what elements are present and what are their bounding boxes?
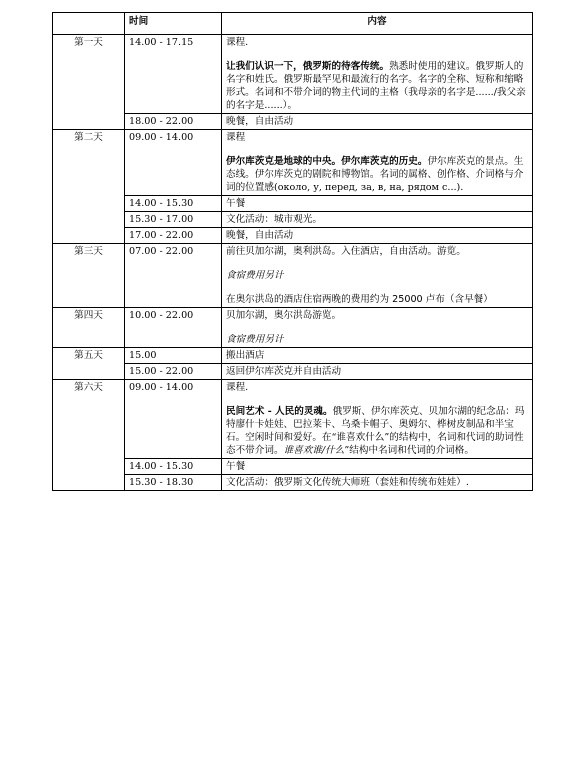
table-row bbox=[53, 228, 533, 244]
content-note: 食宿费用另计 bbox=[226, 334, 284, 345]
content-cell: 返回伊尔库茨克并自由活动 bbox=[222, 364, 533, 380]
content-bold: 让我们认识一下，俄罗斯的待客传统。 bbox=[226, 61, 390, 72]
content-bold: 伊尔库茨克是地球的中央。伊尔库茨克的历史。 bbox=[226, 156, 428, 167]
table-row bbox=[53, 459, 533, 475]
header-day bbox=[53, 13, 125, 35]
time-cell: 14.00 - 15.30 bbox=[125, 196, 222, 212]
time-cell: 15.00 - 22.00 bbox=[125, 364, 222, 380]
content-cell: 搬出酒店 bbox=[222, 348, 533, 364]
time-cell: 14.00 - 17.15 bbox=[125, 35, 222, 114]
content-text-end: ”结构中名词和代词的介词格。 bbox=[344, 445, 474, 456]
table-row bbox=[53, 244, 533, 308]
content-cell: 午餐 bbox=[222, 459, 533, 475]
content-paragraph bbox=[226, 405, 528, 457]
content-cell bbox=[222, 130, 533, 196]
content-cell: 文化活动：城市观光。 bbox=[222, 212, 533, 228]
content-text: 贝加尔湖，奥尔洪岛游览。 bbox=[226, 310, 342, 321]
time-cell: 15.30 - 17.00 bbox=[125, 212, 222, 228]
content-paragraph bbox=[226, 60, 528, 112]
time-cell: 09.00 - 14.00 bbox=[125, 380, 222, 459]
table-row bbox=[53, 475, 533, 491]
content-text: 俄罗斯、伊尔库茨克、贝加尔湖的纪念品：玛特廖什卡娃娃、巴拉莱卡、乌桑卡帽子、奥姆尔、桦树皮制品和半宝石。空闲时间和爱好。在“谁喜欢什么”的结构中，名词和代词的助词性态不带介词。 bbox=[226, 406, 525, 456]
day-label: 第三天 bbox=[53, 244, 125, 308]
table-row bbox=[53, 308, 533, 348]
schedule-table bbox=[52, 12, 533, 491]
day-label: 第六天 bbox=[53, 380, 125, 491]
table-row bbox=[53, 196, 533, 212]
content-cell bbox=[222, 244, 533, 308]
content-line: 课程 bbox=[226, 132, 246, 143]
content-cell: 午餐 bbox=[222, 196, 533, 212]
time-cell: 14.00 - 15.30 bbox=[125, 459, 222, 475]
content-line: 课程. bbox=[226, 37, 249, 48]
table-row bbox=[53, 35, 533, 114]
time-cell: 15.00 bbox=[125, 348, 222, 364]
content-extra: 在奥尔洪岛的酒店住宿两晚的费用约为 25000 卢布（含早餐） bbox=[226, 294, 493, 305]
day-label: 第二天 bbox=[53, 130, 125, 244]
time-cell: 09.00 - 14.00 bbox=[125, 130, 222, 196]
content-paragraph bbox=[226, 155, 528, 194]
table-row bbox=[53, 348, 533, 364]
table-header-row bbox=[53, 13, 533, 35]
table-row bbox=[53, 130, 533, 196]
content-cell: 晚餐，自由活动 bbox=[222, 228, 533, 244]
content-line: 课程. bbox=[226, 382, 249, 393]
table-row bbox=[53, 212, 533, 228]
content-text: 前往贝加尔湖，奥利洪岛。入住酒店，自由活动。游览。 bbox=[226, 246, 466, 257]
time-cell: 15.30 - 18.30 bbox=[125, 475, 222, 491]
header-content: 内容 bbox=[222, 13, 533, 35]
day-label: 第五天 bbox=[53, 348, 125, 380]
day-label: 第四天 bbox=[53, 308, 125, 348]
time-cell: 17.00 - 22.00 bbox=[125, 228, 222, 244]
content-cell bbox=[222, 35, 533, 114]
content-cell bbox=[222, 308, 533, 348]
content-text: 伊尔库茨克的景点。生态线。伊尔库茨克的剧院和博物馆。名词的属格、创作格、介词格与介词的位置感(около, у, перед, за, в, на, рядом с...). bbox=[226, 156, 524, 193]
table-row bbox=[53, 114, 533, 130]
time-cell: 10.00 - 22.00 bbox=[125, 308, 222, 348]
time-cell: 18.00 - 22.00 bbox=[125, 114, 222, 130]
content-italic: 谁喜欢谁/什么 bbox=[283, 445, 345, 456]
content-bold: 民间艺术 - 人民的灵魂。 bbox=[226, 406, 333, 417]
content-cell: 文化活动：俄罗斯文化传统大师班（套娃和传统布娃娃）. bbox=[222, 475, 533, 491]
content-text: 熟悉时使用的建议。俄罗斯人的名字和姓氏。俄罗斯最罕见和最流行的名字。名字的全称、短称和缩略形式。名词和不带介词的物主代词的主格（我母亲的名字是....../我父亲的名字是......）。 bbox=[226, 61, 526, 111]
header-time: 时间 bbox=[125, 13, 222, 35]
content-cell bbox=[222, 380, 533, 459]
day-label: 第一天 bbox=[53, 35, 125, 130]
table-row bbox=[53, 364, 533, 380]
content-cell: 晚餐，自由活动 bbox=[222, 114, 533, 130]
time-cell: 07.00 - 22.00 bbox=[125, 244, 222, 308]
content-note: 食宿费用另计 bbox=[226, 270, 284, 281]
table-row bbox=[53, 380, 533, 459]
